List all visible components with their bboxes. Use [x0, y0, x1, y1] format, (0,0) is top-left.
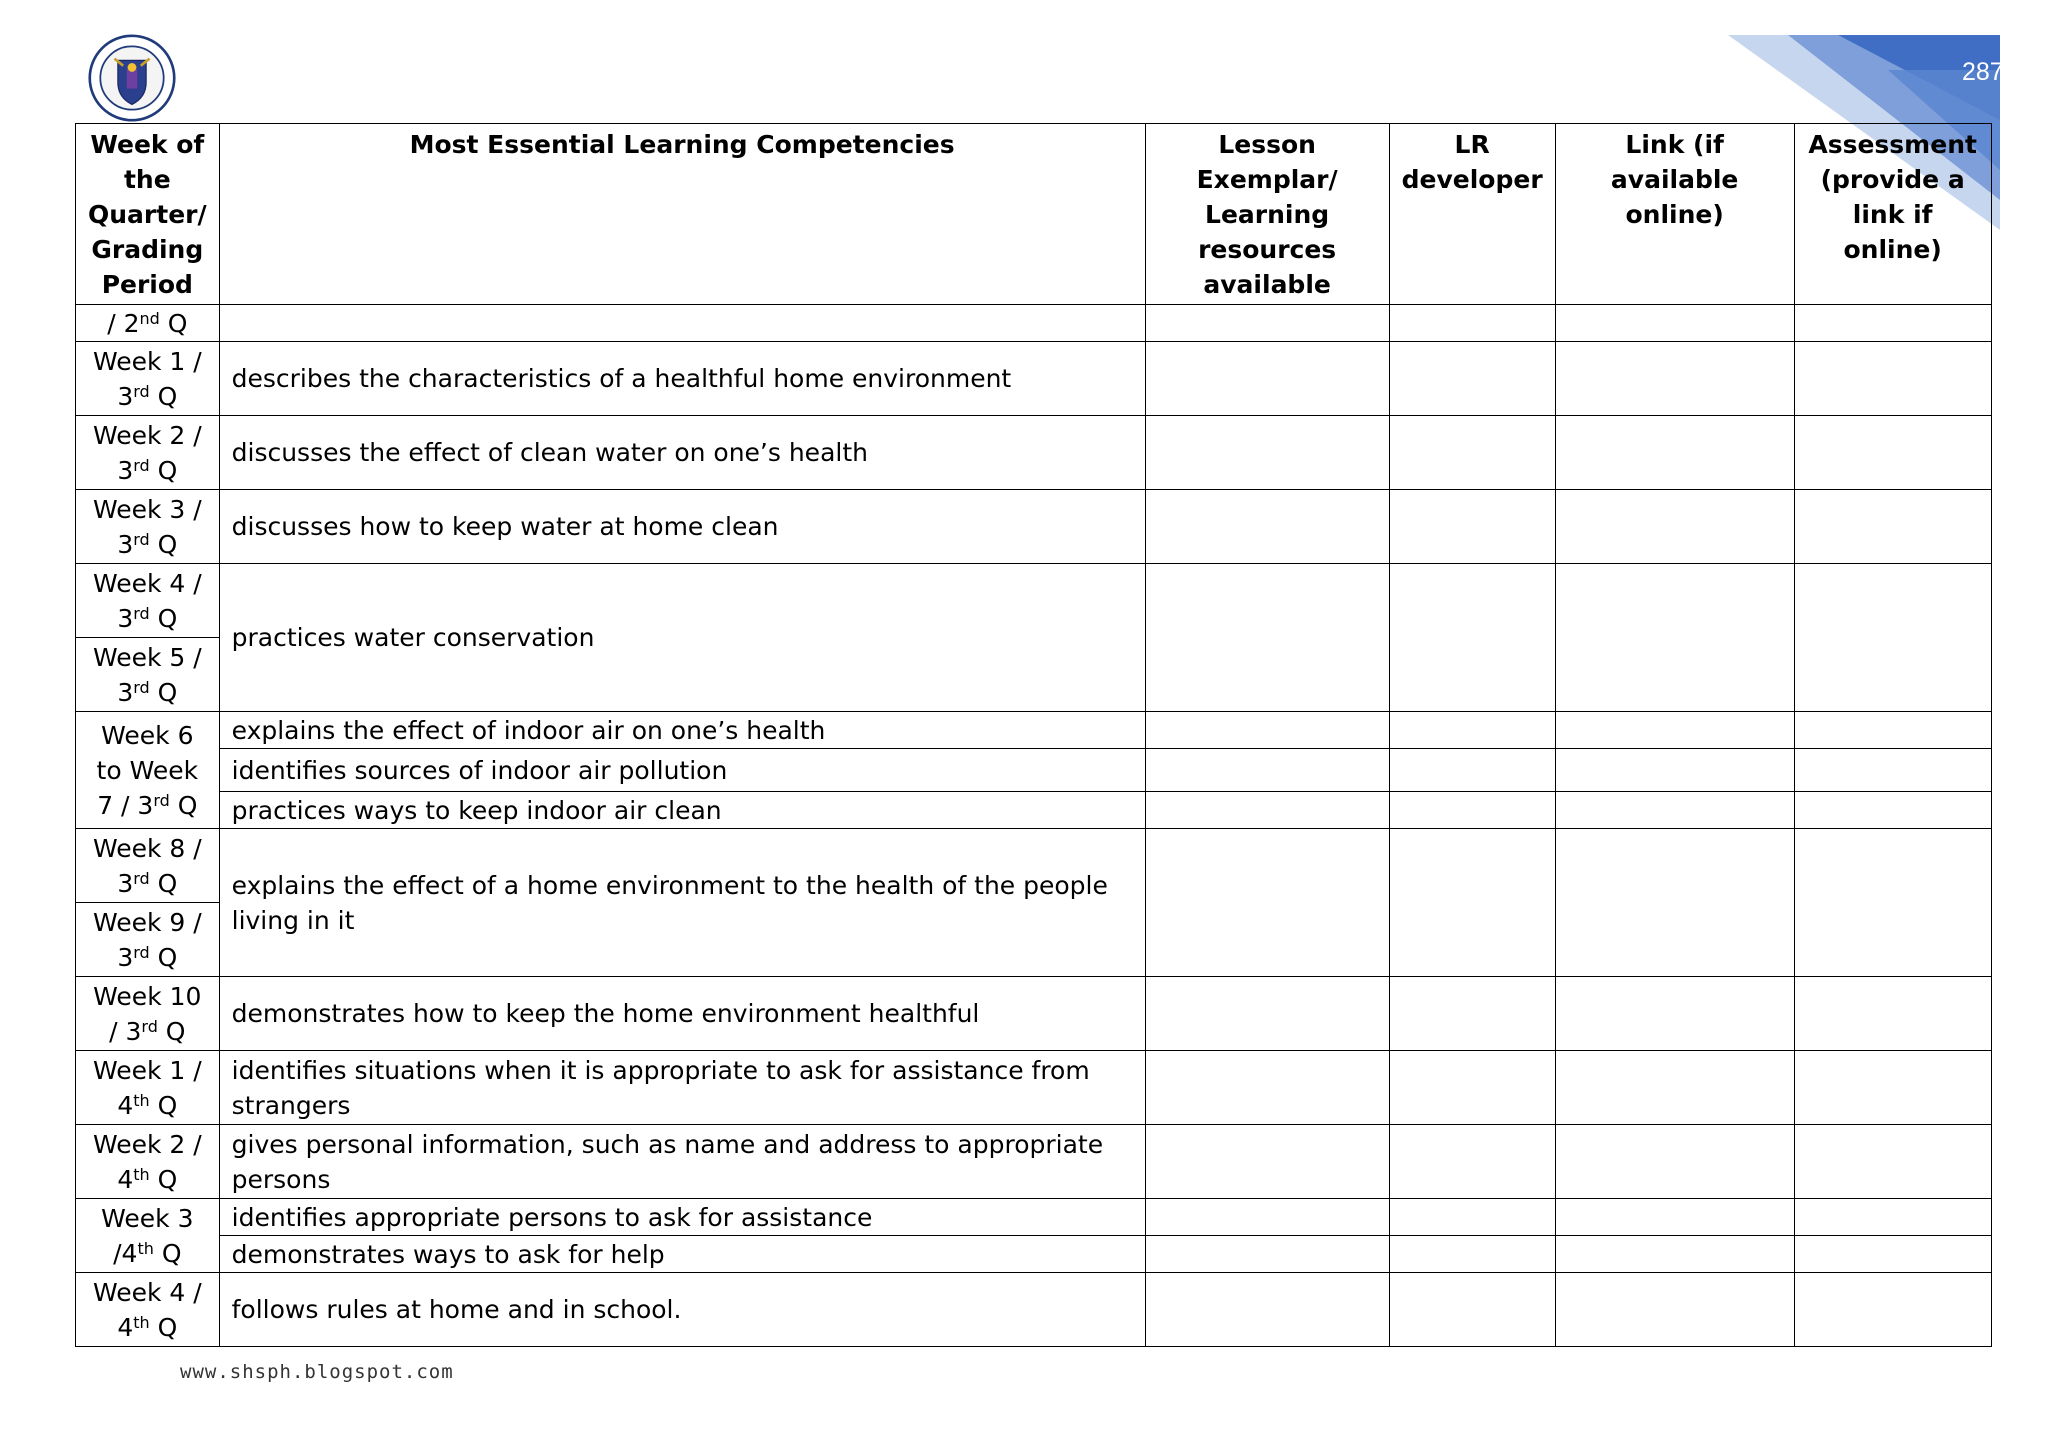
table-row — [76, 1273, 1992, 1347]
week-cell: Week 2 / 4th Q — [76, 1125, 220, 1199]
week-cell: Week 8 / 3rd Q — [76, 829, 220, 903]
table-row — [76, 749, 1992, 792]
table-row — [76, 305, 1992, 342]
week-cell: Week 10 / 3rd Q — [76, 977, 220, 1051]
competency-cell: discusses the effect of clean water on one’s health — [219, 416, 1145, 490]
competency-cell: demonstrates how to keep the home environment healthful — [219, 977, 1145, 1051]
footer-url: www.shsph.blogspot.com — [180, 1361, 454, 1383]
table-row — [76, 1199, 1992, 1236]
table-row — [76, 1236, 1992, 1273]
competency-cell: identifies situations when it is appropriate to ask for assistance from strangers — [219, 1051, 1145, 1125]
page-number: 287 — [1962, 58, 2004, 86]
week-cell: Week 1 / 3rd Q — [76, 342, 220, 416]
table-header-row — [76, 124, 1992, 305]
week-cell: / 2nd Q — [76, 305, 220, 342]
week-cell: Week 3 /4th Q — [76, 1199, 220, 1273]
week-cell: Week 4 / 4th Q — [76, 1273, 220, 1347]
table-row — [76, 342, 1992, 416]
table-row — [76, 829, 1992, 903]
header-competency: Most Essential Learning Competencies — [219, 124, 1145, 305]
week-cell: Week 9 / 3rd Q — [76, 903, 220, 977]
week-cell: Week 4 / 3rd Q — [76, 564, 220, 638]
week-cell: Week 2 / 3rd Q — [76, 416, 220, 490]
competency-cell — [219, 305, 1145, 342]
header-assessment: Assessment (provide a link if online) — [1794, 124, 1991, 305]
competency-cell: describes the characteristics of a healthful home environment — [219, 342, 1145, 416]
competency-cell: identifies sources of indoor air pollution — [219, 749, 1145, 792]
competency-cell: demonstrates ways to ask for help — [219, 1236, 1145, 1273]
table-row — [76, 416, 1992, 490]
table-row — [76, 977, 1992, 1051]
competency-cell: practices ways to keep indoor air clean — [219, 792, 1145, 829]
competency-cell: practices water conservation — [219, 564, 1145, 712]
header-week: Week of the Quarter/ Grading Period — [76, 124, 220, 305]
header-link: Link (if available online) — [1555, 124, 1794, 305]
competency-cell: explains the effect of indoor air on one’s health — [219, 712, 1145, 749]
melc-table — [75, 123, 1992, 1347]
competency-cell: explains the effect of a home environment to the health of the people living in it — [219, 829, 1145, 977]
header-lr-developer: LR developer — [1389, 124, 1555, 305]
week-cell: Week 1 / 4th Q — [76, 1051, 220, 1125]
header-lesson-exemplar: Lesson Exemplar/ Learning resources available — [1145, 124, 1389, 305]
competency-cell: discusses how to keep water at home clean — [219, 490, 1145, 564]
competency-cell: gives personal information, such as name and address to appropriate persons — [219, 1125, 1145, 1199]
deped-seal-logo — [88, 34, 176, 122]
table-row — [76, 1125, 1992, 1199]
table-row — [76, 712, 1992, 749]
week-cell: Week 6 to Week 7 / 3rd Q — [76, 712, 220, 829]
table-row — [76, 490, 1992, 564]
competency-cell: follows rules at home and in school. — [219, 1273, 1145, 1347]
table-row — [76, 792, 1992, 829]
week-cell: Week 5 / 3rd Q — [76, 638, 220, 712]
table-row — [76, 1051, 1992, 1125]
table-row — [76, 564, 1992, 638]
week-cell: Week 3 / 3rd Q — [76, 490, 220, 564]
competency-cell: identifies appropriate persons to ask for assistance — [219, 1199, 1145, 1236]
